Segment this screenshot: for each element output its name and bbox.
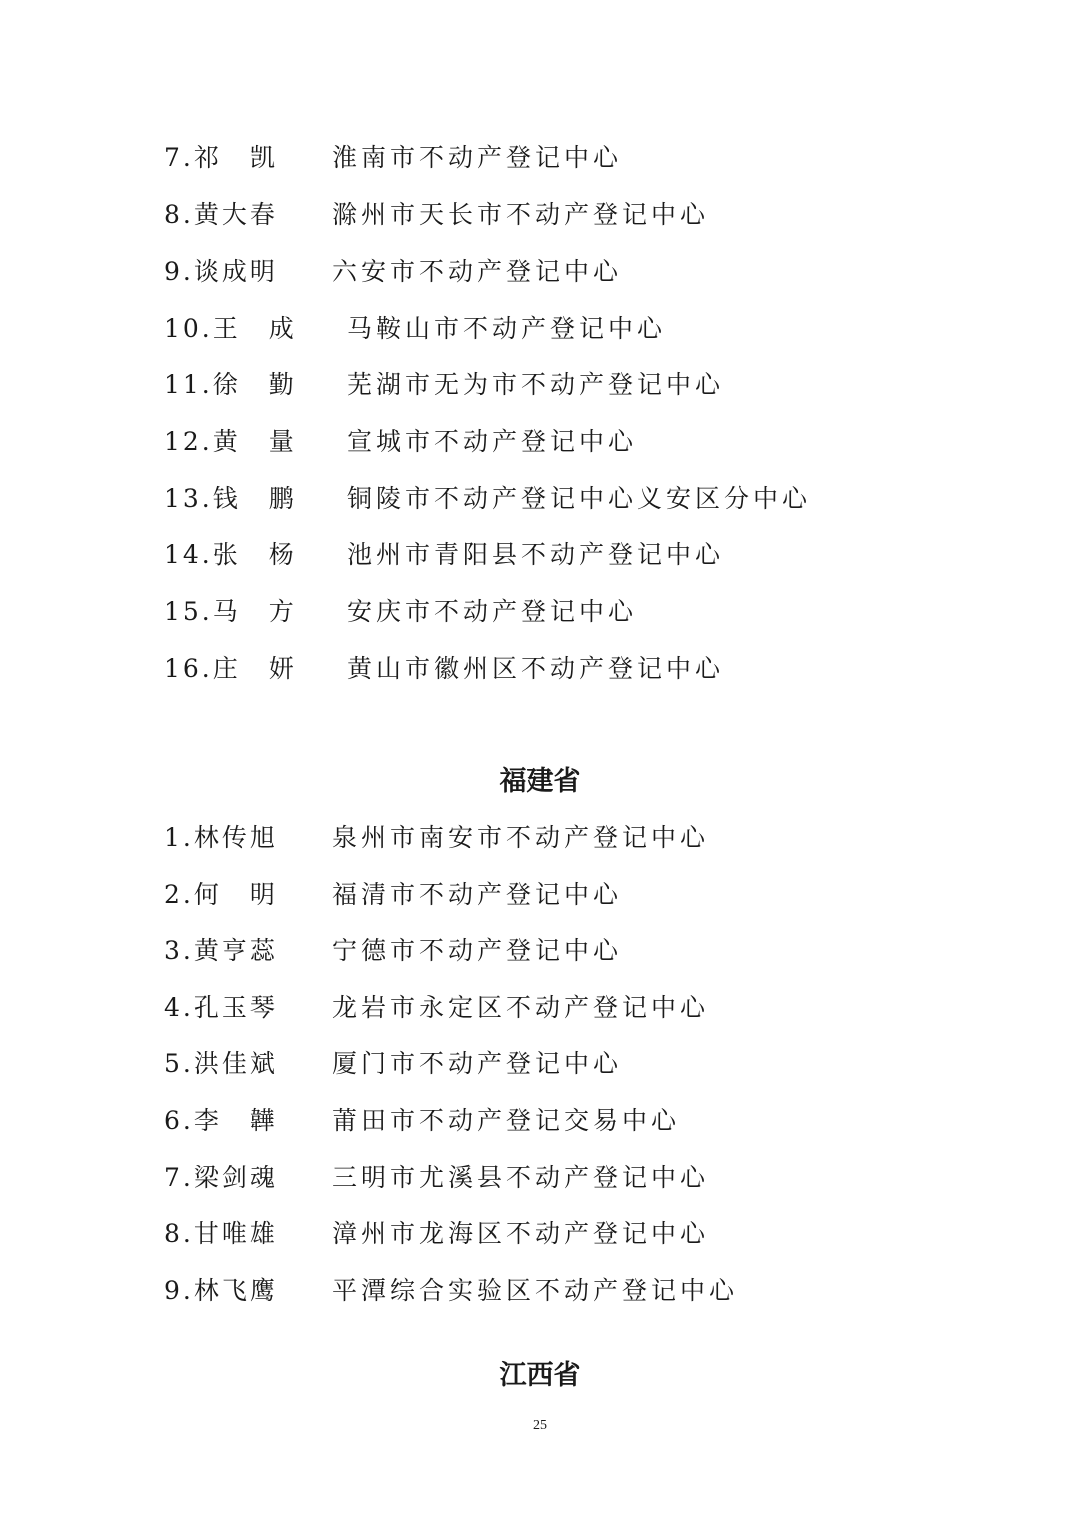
list-item bbox=[164, 649, 725, 689]
list-item bbox=[164, 592, 638, 632]
list-item bbox=[164, 875, 623, 915]
list-item bbox=[164, 365, 725, 405]
organization-name: 滁州市天长市不动产登记中心 bbox=[332, 200, 710, 229]
organization-name: 莆田市不动产登记交易中心 bbox=[332, 1106, 681, 1135]
list-item bbox=[164, 1271, 739, 1311]
person-name: 14.张 杨 bbox=[164, 540, 297, 569]
organization-name: 宣城市不动产登记中心 bbox=[347, 427, 638, 456]
organization-name: 安庆市不动产登记中心 bbox=[347, 597, 638, 626]
list-item bbox=[164, 195, 710, 235]
person-name: 9.谈成明 bbox=[164, 257, 278, 286]
organization-name: 芜湖市无为市不动产登记中心 bbox=[347, 370, 725, 399]
person-name: 8.甘唯雄 bbox=[164, 1219, 278, 1248]
person-name: 9.林飞鹰 bbox=[164, 1276, 278, 1305]
organization-name: 铜陵市不动产登记中心义安区分中心 bbox=[347, 484, 812, 513]
organization-name: 泉州市南安市不动产登记中心 bbox=[332, 823, 710, 852]
organization-name: 淮南市不动产登记中心 bbox=[332, 143, 623, 172]
list-item bbox=[164, 479, 812, 519]
person-name: 11.徐 勤 bbox=[164, 370, 297, 399]
list-item bbox=[164, 1101, 681, 1141]
person-name: 7.祁 凯 bbox=[164, 143, 278, 172]
list-item bbox=[164, 818, 710, 858]
list-item bbox=[164, 931, 623, 971]
person-name: 15.马 方 bbox=[164, 597, 297, 626]
organization-name: 厦门市不动产登记中心 bbox=[332, 1049, 623, 1078]
organization-name: 福清市不动产登记中心 bbox=[332, 880, 623, 909]
organization-name: 马鞍山市不动产登记中心 bbox=[347, 314, 667, 343]
person-name: 5.洪佳斌 bbox=[164, 1049, 278, 1078]
list-item bbox=[164, 1044, 623, 1084]
organization-name: 宁德市不动产登记中心 bbox=[332, 936, 623, 965]
person-name: 3.黄亨蕊 bbox=[164, 936, 278, 965]
organization-name: 三明市尤溪县不动产登记中心 bbox=[332, 1163, 710, 1192]
person-name: 8.黄大春 bbox=[164, 200, 278, 229]
section-title-fujian: 福建省 bbox=[499, 766, 581, 797]
list-item bbox=[164, 988, 710, 1028]
organization-name: 漳州市龙海区不动产登记中心 bbox=[332, 1219, 710, 1248]
person-name: 13.钱 鹏 bbox=[164, 484, 297, 513]
list-item bbox=[164, 1214, 710, 1254]
page-number: 25 bbox=[533, 1418, 547, 1433]
person-name: 1.林传旭 bbox=[164, 823, 278, 852]
list-item bbox=[164, 422, 638, 462]
organization-name: 龙岩市永定区不动产登记中心 bbox=[332, 993, 710, 1022]
list-item bbox=[164, 138, 623, 178]
person-name: 6.李 韡 bbox=[164, 1106, 278, 1135]
organization-name: 池州市青阳县不动产登记中心 bbox=[347, 540, 725, 569]
list-item bbox=[164, 1158, 710, 1198]
list-item bbox=[164, 252, 623, 292]
person-name: 10.王 成 bbox=[164, 314, 297, 343]
organization-name: 六安市不动产登记中心 bbox=[332, 257, 623, 286]
organization-name: 黄山市徽州区不动产登记中心 bbox=[347, 654, 725, 683]
person-name: 12.黄 量 bbox=[164, 427, 297, 456]
list-item bbox=[164, 309, 667, 349]
section-title-jiangxi: 江西省 bbox=[499, 1360, 581, 1391]
person-name: 4.孔玉琴 bbox=[164, 993, 278, 1022]
organization-name: 平潭综合实验区不动产登记中心 bbox=[332, 1276, 739, 1305]
list-item bbox=[164, 535, 725, 575]
person-name: 7.梁剑魂 bbox=[164, 1163, 278, 1192]
person-name: 2.何 明 bbox=[164, 880, 278, 909]
person-name: 16.庄 妍 bbox=[164, 654, 297, 683]
